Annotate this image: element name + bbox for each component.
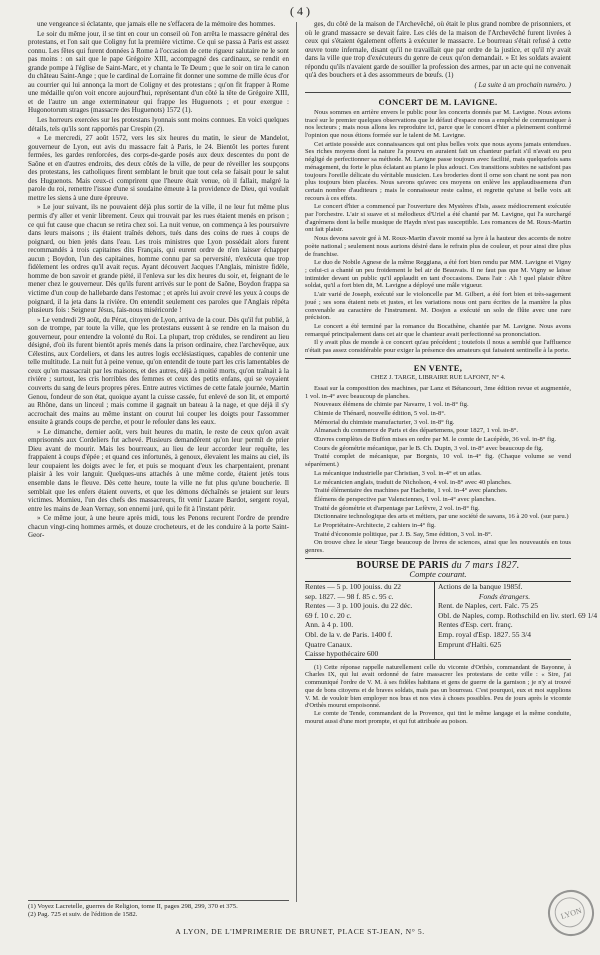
bourse-subtitle: Compte courant. — [409, 569, 467, 580]
paragraph: « Le mercredi, 27 août 1572, vers les six heures du matin, le sieur de Mandelot, gouverneur de Lyon, eut avis du massacre fait à Paris, le 24. Bientôt les portes furent fermées, les gardes renforcées, des corps-de-garde posés aux deux descentes du pont de Saône et en d'autres endroits, des deux côtés de la ville, de peur de réveiller les soupçons des protestans, les catholiques firent semblant le bruit que tout cela se faisait pour le salut des Huguenots. Mais ceux-ci comprirent que l'heure était venue, où il fallait, malgré la parole du roi, remettre l'issue d'une si soudaine émeute à la providence de Dieu, qui voulait mettre les siens à une dure épreuve. — [28, 134, 289, 202]
paragraph: Le concert a été terminé par la romance du Bocathène, chantée par M. Lavigne. Nous avons remarqué principalement dans cet air que le chanteur avait perfectionné sa prononciation. — [305, 322, 571, 338]
bourse-row: Emprunt d'Haïti. 625 — [438, 639, 502, 649]
bourse-row: Fonds étrangers. — [478, 591, 531, 601]
en-vente-subtitle: CHEZ J. TARGE, LIBRAIRE RUE LAFONT, N° 4. — [370, 374, 506, 382]
bourse-row: Rentes — 5 p. 100 jouiss. du 22 — [305, 581, 402, 591]
paragraph: une vengeance si éclatante, que jamais elle ne s'effacera de la mémoire des hommes. — [37, 20, 276, 28]
bourse-row: Obl. de Naples, comp. Rothschild en liv. sterl. 69 1/4 — [438, 610, 598, 620]
paragraph: Le soir du même jour, il se tint en cour un conseil où l'on arrêta le massacre général des protestans, et l'on sait que Coligny fut la première victime. Ce qui se passa à Paris est assez connu. Les fêtes qui furent données à Rome à l'occasion de cette rigueur salutaire ne le sont pas moins : on sait que le pape Grégoire XIII, accompagné des cardinaux, se rendit en grande pompe à l'église de Saint-Marc, et y chanta le Te Deum ; que le soir on tira le canon du château Saint-Ange ; que le cardinal de Lorraine fit donner une somme de mille écus d'or au courrier qui lui annonça la mort de Coligny et des protestans ; qu'on fit frapper à Rome une médaille qu'on voit encore aujourd'hui, représentant d'un côté la tête de Grégoire XIII, et de l'autre un ange exterminateur qui frappe les Huguenots ; et pour exergue : Hugonotorum strages (massacre des Huguenots) 1572 (1). — [28, 29, 289, 115]
paragraph: » Le dimanche, dernier août, vers huit heures du matin, le reste de ceux qu'on avait emprisonnés aux Cordeliers fut achevé. Plusieurs demandèrent qu'on leur permît de prier Dieu avant de mourir. Mais les bourreaux, au lieu de leur accorder leur requête, les frappaient à coups d'épée ; et quand ces infortunés, à genoux, élevaient les mains au ciel, ils leur coupaient les doigts avec le fer, et puis se moquant d'eux les charpentaient, prenant plaisir à les voir languir. Quelques-uns attachés à une même corde, étaient jetés tous ensemble dans le fleuve. Dès cette heure, toute la ville ne fut plus qu'une boucherie. Il semblait que les enfers étaient ouverts, et que les démons déchaînés se jetaient sur leurs victimes. Mornieu, l'un des chefs des massacreurs, fit venir Lazare Bardot, sergent royal, entre les mains de Jean Vernay, son ennemi juré, qui le fit à l'instant périr. — [28, 427, 289, 513]
bourse-row: Quatre Canaux. — [305, 639, 353, 649]
bourse-date: du 7 mars 1827. — [451, 559, 520, 571]
list-item: Dictionnaire technologique des arts et métiers, par une société de savans, 16 à 20 vol. (sur paru.) — [314, 513, 569, 521]
bourse-row: Obl. de la v. de Paris. 1400 f. — [305, 629, 393, 639]
printer-imprint: A LYON, DE L'IMPRIMERIE DE BRUNET, PLACE ST-JEAN, N° 5. — [175, 927, 425, 936]
bourse-right — [435, 581, 598, 659]
list-item: La mécanique industrielle par Christian, 3 vol. in-4° et un atlas. — [314, 469, 482, 477]
note: Le comte de Tende, commandant de la Provence, qui tint le même langage et la même conduite, mourut aussi d'une mort prompte, et qui fut attribuée au poison. — [305, 709, 571, 725]
paragraph: Il y avait plus de monde à ce concert qu'au précédent ; toutefois il nous a semblé que l'affluence n'était pas assez considérable pour exiger la présence des amateurs qui faisaient sentinelle à la porte. — [305, 339, 571, 355]
section-rule — [305, 92, 571, 93]
en-vente-title: EN VENTE, — [413, 362, 463, 373]
bourse-row: Rentes d'Esp. cert. franç. — [438, 620, 513, 630]
bourse-section — [305, 559, 598, 660]
bourse-left — [305, 582, 435, 659]
list-item: Nouveaux élémens de chimie par Navarre, 1 vol. in-8° fig. — [314, 401, 469, 409]
concert-body — [305, 109, 571, 355]
paragraph: Le concert d'hier a commencé par l'ouverture des Mystères d'Isis, assez médiocrement exécutée par l'orchestre. L'air si suave et si mélodieux d'Uriel a été chanté par M. Lavigne, qui l'a surchargé d'agrémens dont la belle musique de Haydn n'est pas susceptible. Les romances de M. Roux-Martin ont fait plaisir. — [305, 203, 571, 234]
paragraph: » Ce même jour, à une heure après midi, tous les Penons recurent l'ordre de prendre chacun vingt-cinq hommes armés, et douze crocheteurs, et de les conduire à la porte Saint-Geor- — [28, 514, 289, 540]
paragraph: Les horreurs exercées sur les protestans lyonnais sont moins connues. En voici quelques détails, tels qu'ils sont rapportés par Crespin (2). — [28, 116, 289, 133]
list-item: Essai sur la composition des machines, par Lanz et Bétancourt, 3me édition revue et augmentée, 1 vol. in-4° avec beaucoup de planches. — [305, 384, 571, 400]
footnote: (2) Pag. 725 et suiv. de l'édition de 1582. — [28, 911, 138, 919]
list-item: On trouve chez le sieur Targe beaucoup de livres de sciences, ainsi que les nouveautés en tous genres. — [305, 539, 571, 555]
bourse-title-text: BOURSE DE PARIS — [356, 559, 449, 571]
paragraph: Nous sommes en arrière envers le public pour les concerts donnés par M. Lavigne. Nous avions tracé sur le premier quelques observations que le défaut d'espace nous a empêché de communiquer à nos lecteurs ; mais nous allons les reproduire ici, parce que le concert d'hier a pleinement confirmé l'opinion que nous étions formée sur le talent de M. Lavigne. — [305, 108, 571, 140]
bourse-row: Emp. royal d'Esp. 1827. 55 3/4 — [438, 629, 532, 639]
column-divider — [296, 22, 297, 902]
paragraph: Cet artiste possède aux connaissances qui ont plus belles voix que nous ayons jamais entendues. Ses riches moyens dont la nature l'a pourvu en auraient fait un chanteur parfait s'il n'avait eu peu négligé de perfectionner sa méthode. M. Lavigne passe toujours avec facilité, mais quelquefois sans ménagement, du forte le plus éclatant au piano le plus adouci. Ces transitions subites ne satisfont pas toujours l'oreille délicate du véritable musicien. Les broderies dont il orne son chant ne sont pas non plus toujours bien placées. Nous savons qu'avec ces moyens on enlève les applaudissemens d'un certain nombre d'auditeurs ; mais le connaisseur reste calme, et regrette qu'une si belle voix ait recours à ces effets. — [305, 140, 571, 202]
footnotes — [28, 900, 289, 920]
paragraph: » Le jour suivant, ils ne pouvaient déjà plus sortir de la ville, il ne leur fut même plus permis d'y aller et venir librement. Ceux qui trouvait par les rues étaient menés en prison ; ce qui fut cause que chacun se retira chez soi. La nuit venue, on commença à les poursuivre dans leurs maisons ; ils étaient traînés dehors, tués dans des coins de rues à coups de poignard, ou bien jetés dans l'eau. Les trois ministres que Lyon possédait alors furent recommandés à trois capitaines dits Français, qui eurent ordre de n'en laisser échapper aucun ; Boydon, l'un des capitaines, homme connu par sa perversité, n'exécuta que trop fidèlement les ordres qu'il avait reçus. Ayant découvert Jacques l'Anglais, ministre fidèle, homme de bon savoir et grande piété, il l'enleva sur les dix heures du soir, et, feignant de le mener chez le gouverneur. Dès qu'ils furent arrivés sur le pont de Saône, Boydon frappa sa victime d'un coup de hallebarde dans l'estomac ; et après lui avoir crevé les yeux à coups de poignard, il la jeta dans la rivière. On entendit seulement ces paroles que l'Anglais répéta plusieurs fois : Seigneur Jésus, fais-nous miséricorde ! — [28, 203, 289, 315]
right-notes — [305, 664, 571, 726]
list-item: Le mécanicien anglais, traduit de Nicholson, 4 vol. in-8° avec 40 planches. — [314, 478, 512, 486]
bourse-row: Caisse hypothécaire 600 — [305, 649, 379, 659]
section-rule — [305, 358, 571, 359]
continuation-note: ( La suite à un prochain numéro. ) — [474, 80, 571, 89]
paragraph: ges, du côté de la maison de l'Archevêché, où était le plus grand nombre de prisonniers, et où le grand massacre se devait faire. Les clés de la maison de l'Archevêché furent livrées à ceux qui s'étaient également offerts à exécuter le massacre. Le bourreau s'était refusé à cette œuvre toute infernale, disant qu'il ne travaillait que par ordre de la justice, et qu'il n'y avait dans la ville que trop d'exécuteurs du genre de ceux qu'on demandait. » Et les soldats avaient répondu qu'ils n'avaient garde de souiller la profession des armes, par un acte qui ne convenait qu'à des bouchers et à des assommeurs de bœufs. (1) — [305, 20, 571, 80]
section-rule — [305, 558, 571, 559]
paragraph: Nous devons savoir gré à M. Roux-Martin d'avoir monté sa lyre à la hauteur des accents de notre poète national ; seulement nous aurions désiré dans le refrain plus de couleur, et pour ainsi dire plus de franchise. — [305, 235, 571, 258]
list-item: Œuvres complètes de Buffon mises en ordre par M. le comte de Lacépède, 36 vol. in-8° fig. — [314, 436, 557, 444]
list-item: Traité d'économie politique, par J. B. Say, 5me édition, 3 vol. in-8°. — [314, 530, 493, 538]
bourse-row: Actions de la banque 1985f. — [438, 581, 523, 591]
list-item: Cours de géométrie mécanique, par le B. Ch. Dupin, 3 vol. in-8° avec beaucoup de fig. — [314, 444, 544, 452]
paragraph: Le duo de Nobile Agnese de la même Reggiana, a été fort bien rendu par MM. Lavigne et Vigny ; celui-ci a chanté un peu froidement le bel air de Beauvais. Il ne faut pas que M. Vigny se laisse intimider devant un public qu'il applaudit en tant d'occasions. Dans l'air : Ah ! quel plaisir d'être soldat, qu'il a fort bien dit, M. Lavigne a déployé une mâle vigueur. — [305, 259, 571, 290]
stamp-text: LYON — [559, 905, 583, 921]
paragraph: » Le vendredi 29 août, du Pérat, citoyen de Lyon, arriva de la cour. Dès qu'il fut publié, à son de trompe, par toute la ville, que les protestans eussent à se rendre en la maison du gouverneur, pour entendre la volonté du Roi. La plupart, trop crédules, se rendirent au lieu désigné, d'où ils furent bientôt après menés dans la prison ordinaire, chez l'archevêque, aux Célestins, aux Cordeliers, et dans les autres logis ecclésiastiques, capables de contenir une telle multitude. La nuit fut à peine venue, qu'on entendit de toute part les cris lamentables de ceux qu'on massacrait par les maisons, et des autres, déjà à moitié morts, qu'on traînait à la rivière ; surtout, les cris horribles des femmes et ceux des petits enfans, qui se voyaient couverts du sang de leurs propres pères. Entre autres victimes de cette fatale journée, Martin Genou, fondeur de son état, quoique ayant la cuisse cassée, fut enlevé de son lit, et emporté au Rhône, dans un linceul ; mais comme il gagnait un bateau à la nage, et que déjà il s'y accrochait des mains au même instant on courut lui couper les doigts pour l'assommer ensuite à grands coups de perche, et pour le refouler dans les eaux. — [28, 315, 289, 427]
bourse-row: Rentes — 3 p. 100 jouis. du 22 déc. — [305, 601, 413, 611]
list-item: Chimie de Thénard, nouvelle édition, 5 vol. in-8°. — [314, 409, 446, 417]
bourse-row: 69 f. 10 c. 20 c. — [305, 610, 352, 620]
page-number: ( 4 ) — [290, 4, 310, 18]
bourse-row: sep. 1827. — 98 f. 85 c. 95 c. — [305, 591, 394, 601]
bourse-table — [305, 581, 598, 660]
list-item: Traité élémentaire des machines par Hachette, 1 vol. in-4° avec planches. — [314, 487, 508, 495]
bourse-row: Rent. de Naples, cert. Falc. 75 25 — [438, 601, 538, 611]
list-item: Traité complet de mécanique, par Borgnis, 10 vol. in-4° fig. (Chaque volume se vend séparément.) — [305, 453, 571, 469]
list-item: Traité de géométrie et d'arpentage par Lefèvre, 2 vol. in-8° fig. — [314, 504, 480, 512]
concert-title: CONCERT DE M. LAVIGNE. — [378, 97, 498, 108]
list-item: Élémens de perspective par Valenciennes, 1 vol. in-4° avec planches. — [314, 495, 496, 503]
list-item: Mémorial du chimiste manufacturier, 3 vol. in-8° fig. — [314, 418, 455, 426]
list-item: Almanach du commerce de Paris et des départemens, pour 1827, 1 vol. in-8°. — [314, 427, 519, 435]
list-item: Le Propriétaire-Architecte, 2 cahiers in-4° fig. — [314, 522, 436, 530]
footnote: (1) Voyez Lacretelle, guerres de Religion, tome II, pages 298, 299, 370 et 375. — [28, 903, 238, 910]
note: (1) Cette réponse rappelle naturellement celle du vicomte d'Orthès, commandant de Bayonne, à Charles IX, qui lui avait ordonné de faire massacrer les protestans de cette ville : « Sire, j'ai communiqué l'ordre de V. M. à ses fidèles habitans et gens de guerre de la garnison ; je n'y ai trouvé que de bons citoyens et de braves soldats, mais pas un bourreau. C'est pourquoi, eux et moi supplions V. M. de vouloir bien employer nos bras et nos vies à choses possibles. Peu de jours après le vicomte d'Orthès mourut empoisonné. — [305, 663, 571, 710]
paragraph: L'air varié de Joseph, exécuté sur le violoncelle par M. Gilbert, a été fort bien et très-sagement joué ; ses sons étaient nets et justes, et les variations nous ont paru écrites de la manière la plus convenable au caractère de l'instrument. M. Dosjon a exécuté un solo de flûte avec une rare précision. — [305, 291, 571, 322]
book-list — [305, 385, 571, 555]
right-column — [305, 20, 598, 875]
bourse-row: Ann. à 4 p. 100. — [305, 620, 354, 630]
left-column — [28, 20, 289, 875]
